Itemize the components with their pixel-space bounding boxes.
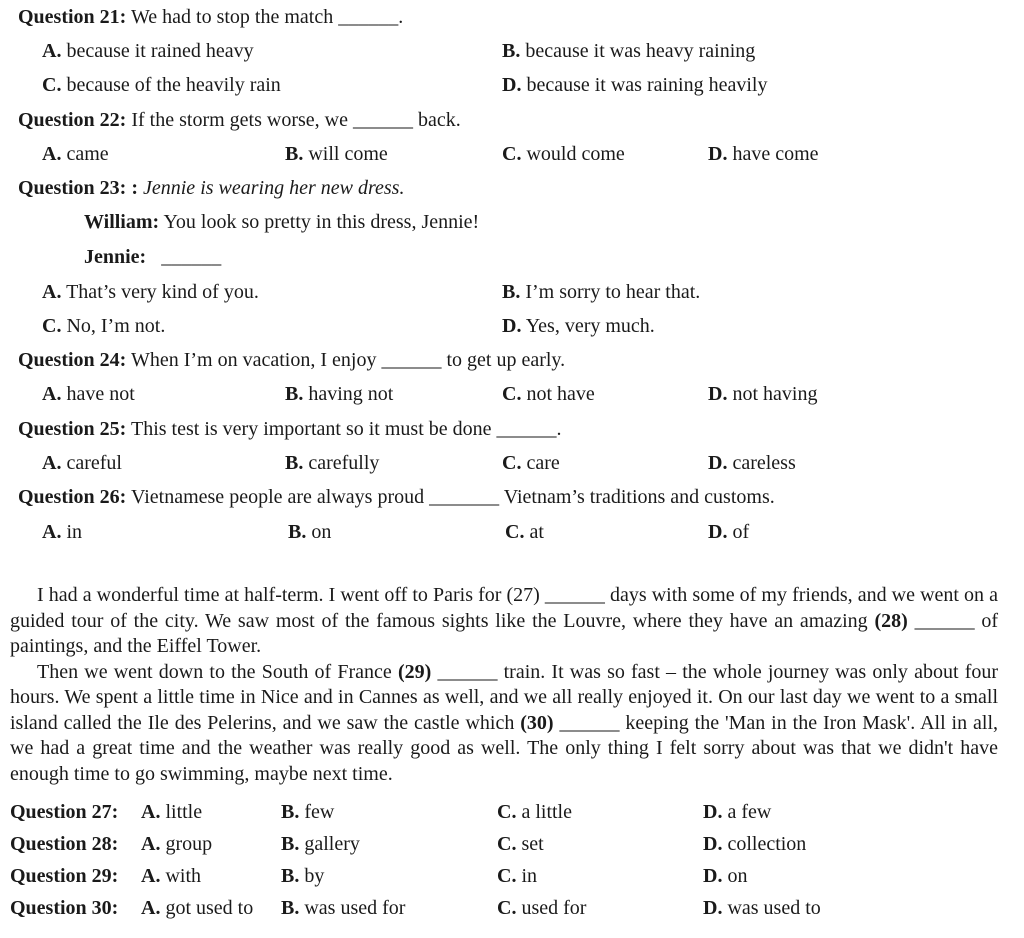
q25-option-b[interactable]: B. carefully: [285, 452, 380, 474]
q30-option-a[interactable]: A. got used to: [141, 897, 254, 919]
q25-option-a[interactable]: A. careful: [42, 452, 122, 474]
question-30-label: Question 30:: [10, 897, 119, 919]
q26-option-c[interactable]: C. at: [505, 521, 544, 543]
question-24-stem: Question 24: When I’m on vacation, I enjoy ______ to get up early.: [18, 349, 566, 371]
question-25-stem: Question 25: This test is very important so it must be done ______.: [18, 418, 562, 440]
q24-option-d[interactable]: D. not having: [708, 383, 818, 405]
q29-option-d[interactable]: D. on: [703, 865, 748, 887]
q26-option-b[interactable]: B. on: [288, 521, 332, 543]
q26-option-d[interactable]: D. of: [708, 521, 750, 543]
q21-option-c[interactable]: C. because of the heavily rain: [42, 74, 281, 96]
q23-jennie-line: Jennie: ______: [84, 246, 222, 268]
q23-william-line: William: You look so pretty in this dress, Jennie!: [84, 211, 480, 233]
passage-paragraph-1: I had a wonderful time at half-term. I went off to Paris for (27) ______ days with some of my friends, and we went on a guided tour of the city. We saw most of the famous sights like the Louvre, where they have an amazing (28) ______ of paintings, and the Eiffel Tower.: [10, 584, 999, 657]
question-22-stem: Question 22: If the storm gets worse, we ______ back.: [18, 109, 461, 131]
q26-option-a[interactable]: A. in: [42, 521, 83, 543]
q29-option-a[interactable]: A. with: [141, 865, 202, 887]
q21-option-b[interactable]: B. because it was heavy raining: [502, 40, 756, 62]
q22-option-a[interactable]: A. came: [42, 143, 109, 165]
q28-option-a[interactable]: A. group: [141, 833, 213, 855]
reading-passage: [10, 583, 998, 787]
q22-option-d[interactable]: D. have come: [708, 143, 819, 165]
q27-option-d[interactable]: D. a few: [703, 801, 772, 823]
q24-option-b[interactable]: B. having not: [285, 383, 394, 405]
q30-option-d[interactable]: D. was used to: [703, 897, 821, 919]
q28-option-d[interactable]: D. collection: [703, 833, 807, 855]
q30-option-c[interactable]: C. used for: [497, 897, 587, 919]
q23-option-a[interactable]: A. That’s very kind of you.: [42, 281, 259, 303]
question-23-stem: Question 23: : Jennie is wearing her new dress.: [18, 177, 405, 199]
q21-option-a[interactable]: A. because it rained heavy: [42, 40, 254, 62]
q21-option-d[interactable]: D. because it was raining heavily: [502, 74, 768, 96]
question-29-label: Question 29:: [10, 865, 119, 887]
q24-option-c[interactable]: C. not have: [502, 383, 595, 405]
q22-option-b[interactable]: B. will come: [285, 143, 388, 165]
q23-option-d[interactable]: D. Yes, very much.: [502, 315, 655, 337]
passage-paragraph-2: Then we went down to the South of France (29) ______ train. It was so fast – the whole journey was only about four hours. We spent a little time in Nice and in Cannes as well, and we all really enjoyed it. On our last day we went to a small island called the Ile des Pelerins, and we saw the castle which (30) ______ keeping the 'Man in the Iron Mask'. All in all, we had a great time and the weather was really good as well. The only thing I felt sorry about was that we didn't have enough time to go swimming, maybe next time.: [10, 660, 999, 785]
q23-option-b[interactable]: B. I’m sorry to hear that.: [502, 281, 701, 303]
question-28-label: Question 28:: [10, 833, 119, 855]
q27-option-a[interactable]: A. little: [141, 801, 203, 823]
q30-option-b[interactable]: B. was used for: [281, 897, 406, 919]
q27-option-b[interactable]: B. few: [281, 801, 335, 823]
question-27-label: Question 27:: [10, 801, 119, 823]
question-26-stem: Question 26: Vietnamese people are always proud _______ Vietnam’s traditions and customs.: [18, 486, 775, 508]
q29-option-b[interactable]: B. by: [281, 865, 325, 887]
q27-option-c[interactable]: C. a little: [497, 801, 572, 823]
q28-option-c[interactable]: C. set: [497, 833, 544, 855]
q28-option-b[interactable]: B. gallery: [281, 833, 360, 855]
q22-option-c[interactable]: C. would come: [502, 143, 625, 165]
q23-option-c[interactable]: C. No, I’m not.: [42, 315, 166, 337]
q25-option-d[interactable]: D. careless: [708, 452, 796, 474]
q29-option-c[interactable]: C. in: [497, 865, 538, 887]
q24-option-a[interactable]: A. have not: [42, 383, 135, 405]
q25-option-c[interactable]: C. care: [502, 452, 560, 474]
question-21-stem: Question 21: We had to stop the match ______.: [18, 6, 404, 28]
